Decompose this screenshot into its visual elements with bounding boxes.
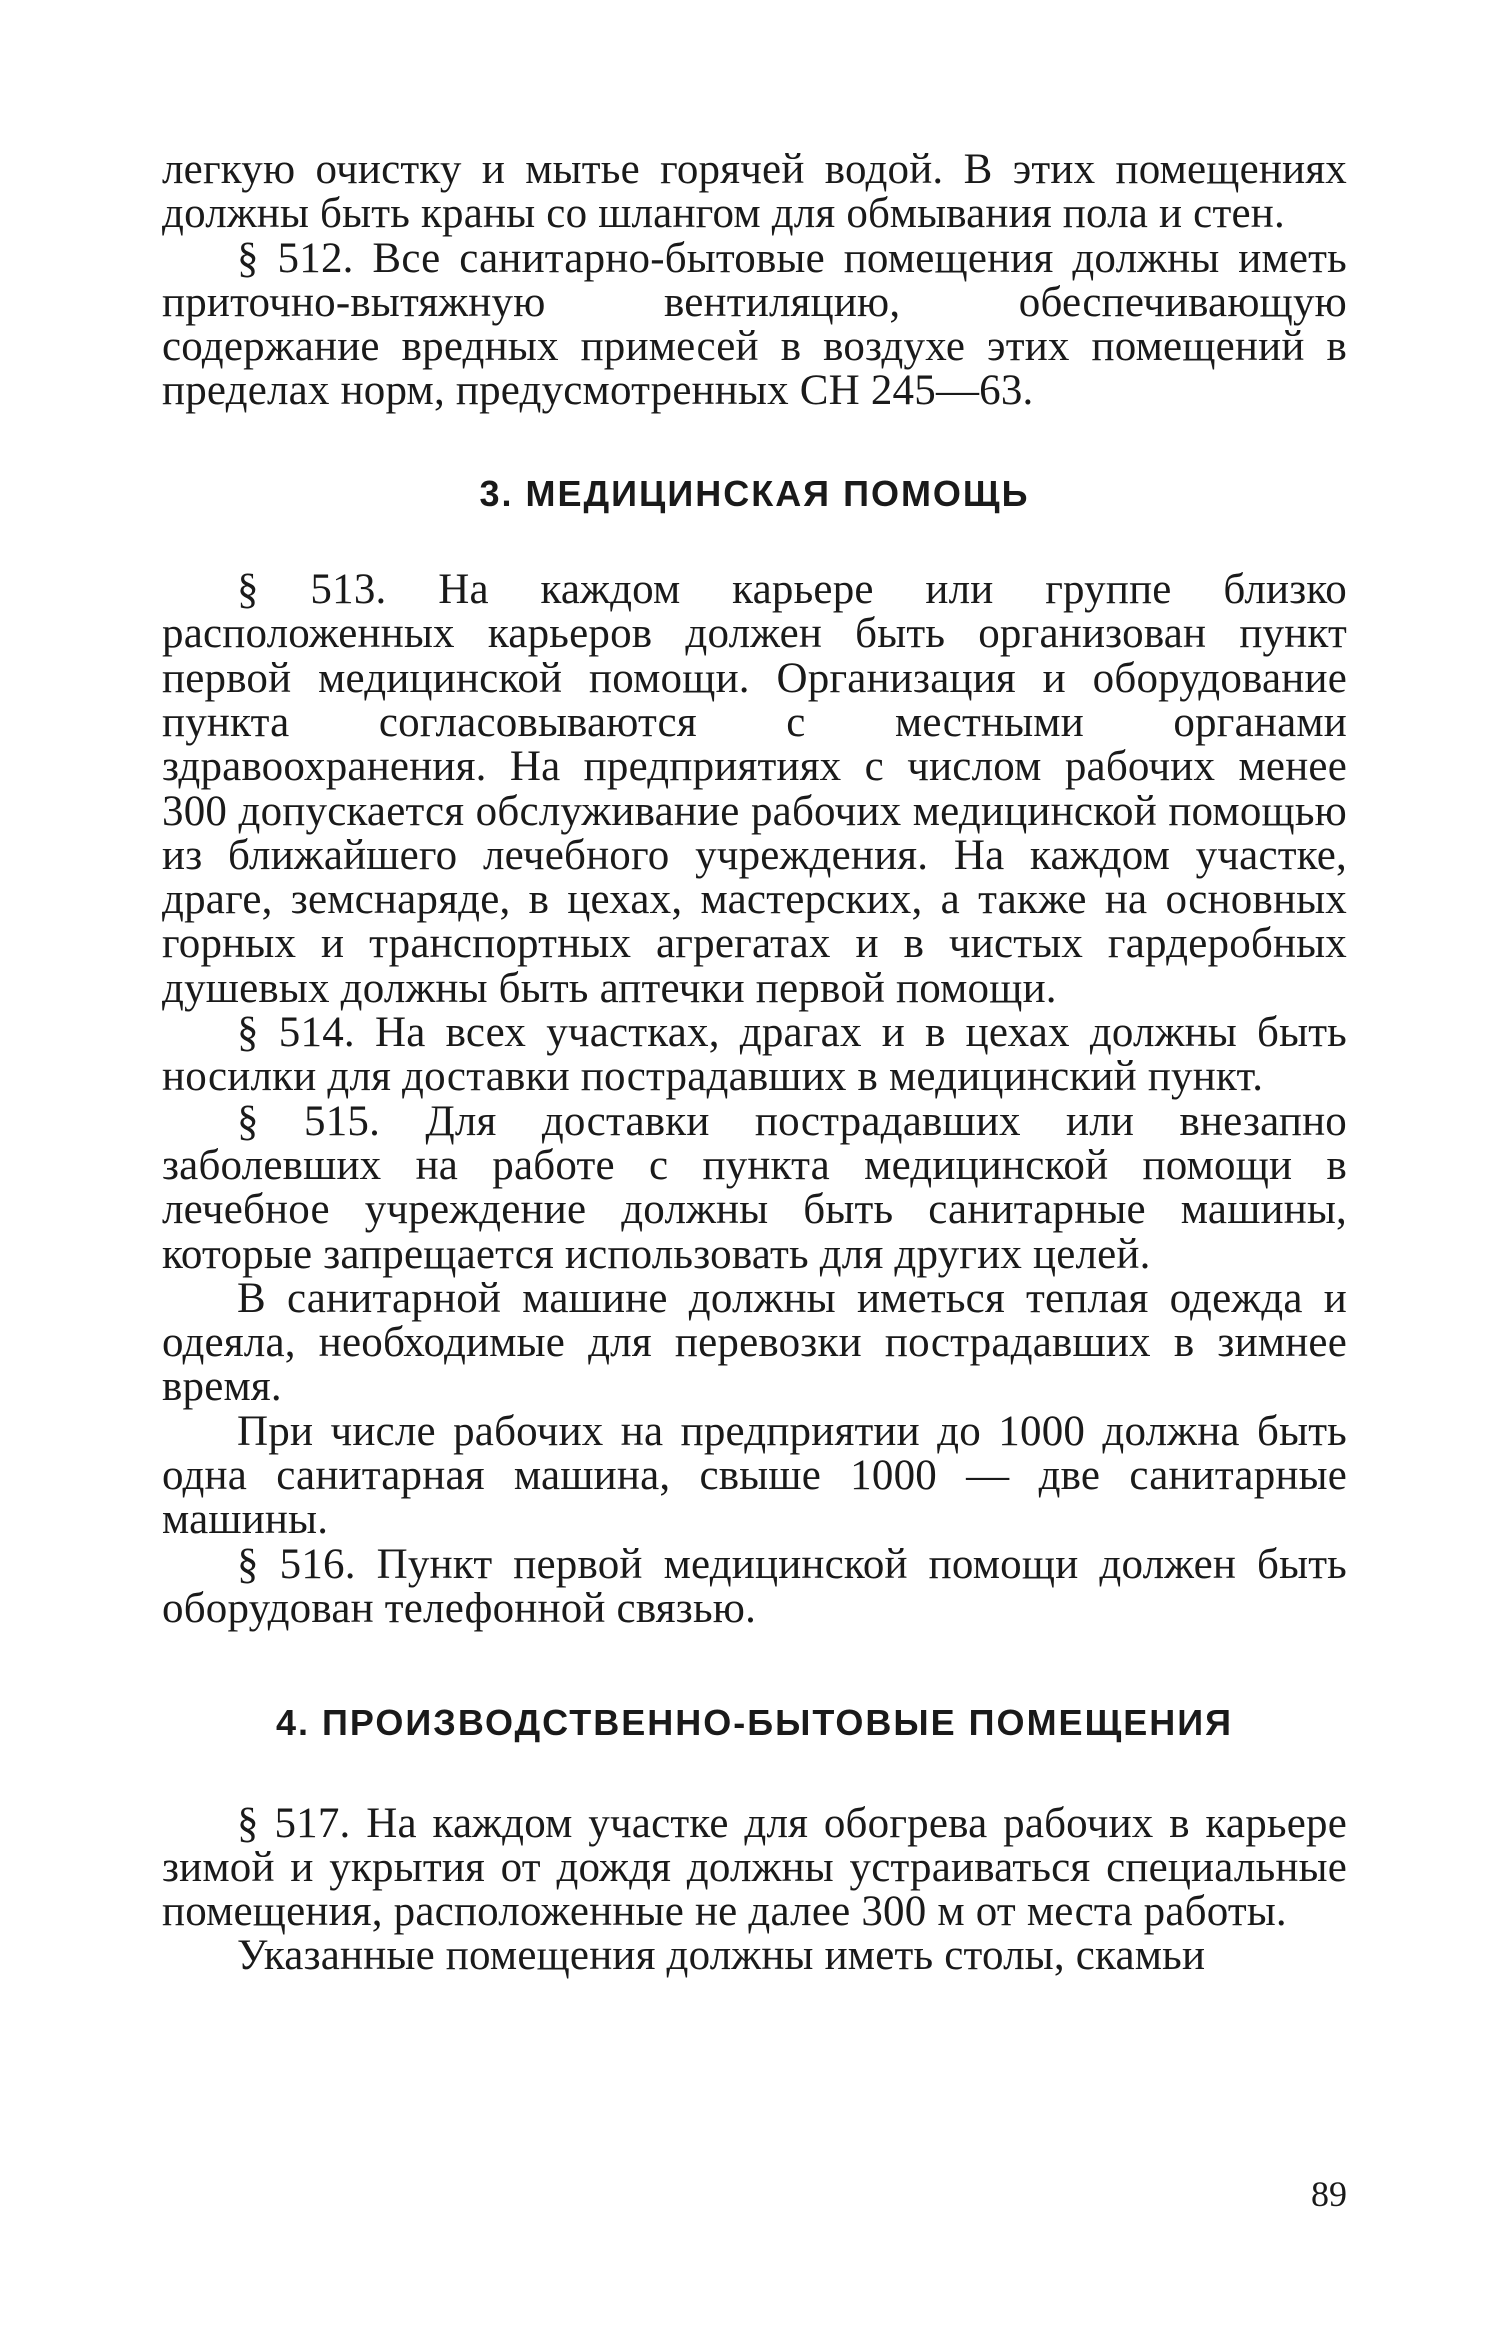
paragraph-premises-furniture: Указанные помещения должны иметь столы, скамьи: [237, 1932, 1206, 1980]
paragraph-517: § 517. На каждом участке для обогрева рабочих в карьере зимой и укрытия от дождя должны устраиваться специальные помещения, расположенные не далее 300 м от места работы.: [162, 1799, 1347, 1936]
page-body: [162, 148, 1347, 1979]
paragraph-515: § 515. Для доставки пострадавших или внезапно заболевших на работе с пункта медицинской помощи в лечебное учреждение должны быть санитарные машины, которые запрещается использовать для других целей.: [162, 1097, 1347, 1278]
paragraph-513: § 513. На каждом карьере или группе близко расположенных карьеров должен быть организован пункт первой медицинской помощи. Организация и оборудование пункта согласовываются с местными органами здравоохранения. На предприятиях с числом рабочих менее 300 допускается обслуживание рабочих медицинской помощью из ближайшего лечебного учреждения. На каждом участке, драге, земснаряде, в цехах, мастерских, а также на основных горных и транспортных агрегатах и в чистых гардеробных душевых должны быть аптечки первой помощи.: [162, 566, 1347, 1012]
paragraph-ambulance-clothing: В санитарной машине должны иметься теплая одежда и одеяла, необходимые для перевозки пострадавших в зимнее время.: [162, 1274, 1347, 1411]
paragraph-514: § 514. На всех участках, драгах и в цехах должны быть носилки для доставки пострадавших в медицинский пункт.: [162, 1009, 1347, 1101]
paragraph-ambulance-count: При числе рабочих на предприятии до 1000 должна быть одна санитарная машина, свыше 1000 — две санитарные машины.: [162, 1407, 1347, 1544]
paragraph-continuation: легкую очистку и мытье горячей водой. В этих помещениях должны быть краны со шлангом для обмывания пола и стен.: [162, 146, 1347, 238]
paragraph-512: § 512. Все санитарно-бытовые помещения должны иметь приточно-вытяжную вентиляцию, обеспечивающую содержание вредных примесей в воздухе этих помещений в пределах норм, предусмотренных СН 245—63.: [162, 234, 1347, 415]
section-heading-medical-aid: 3. МЕДИЦИНСКАЯ ПОМОЩЬ: [479, 472, 1030, 514]
paragraph-516: § 516. Пункт первой медицинской помощи должен быть оборудован телефонной связью.: [162, 1540, 1347, 1632]
section-heading-industrial-premises: 4. ПРОИЗВОДСТВЕННО-БЫТОВЫЕ ПОМЕЩЕНИЯ: [275, 1702, 1234, 1744]
page-number: 89: [1311, 2174, 1347, 2214]
